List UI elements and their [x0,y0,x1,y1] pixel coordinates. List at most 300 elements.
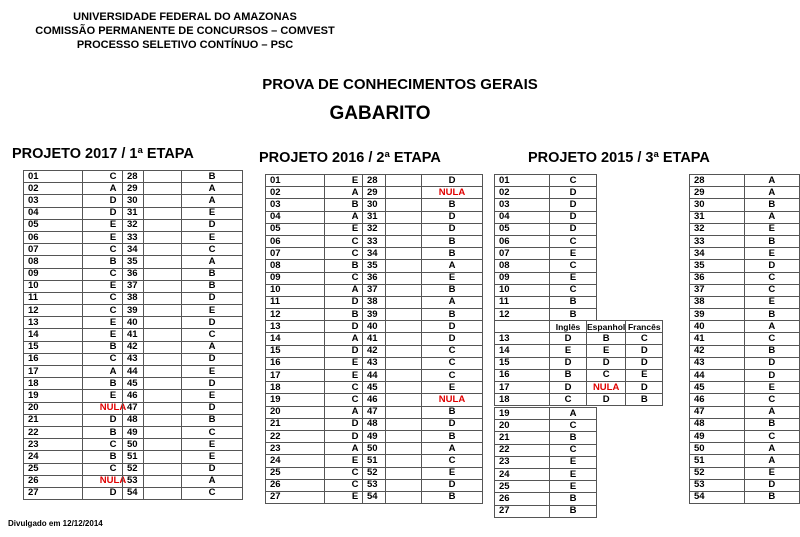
answer-row [690,321,800,333]
question-number: 04 [266,211,325,223]
answer-key: E [182,390,243,402]
answer-key: C [550,260,597,272]
answer-row [363,418,483,430]
question-number: 02 [495,187,550,199]
answer-row [123,366,243,378]
question-number: 13 [24,317,83,329]
question-number: 20 [495,420,550,432]
answer-key: A [182,341,243,353]
language-header-row [495,321,663,333]
question-number: 52 [690,467,745,479]
answer-key: E [550,248,597,260]
answer-key: D [744,260,800,272]
answer-key: D [550,211,597,223]
answer-row [690,260,800,272]
answer-row [495,432,597,444]
answer-row [363,345,483,357]
answer-row [495,199,597,211]
answer-key: C [83,353,144,365]
answer-row [495,481,597,493]
answer-key: A [83,366,144,378]
question-number: 10 [495,284,550,296]
answer-row [690,223,800,235]
answer-key: B [83,426,144,438]
question-number: 09 [24,268,83,280]
question-number: 14 [495,345,550,357]
answer-row [495,408,597,420]
answer-key: B [744,345,800,357]
answer-key: B [744,199,800,211]
answer-key: B [550,505,597,517]
answer-key: A [744,443,800,455]
question-number: 27 [24,487,83,499]
question-number: 38 [123,292,182,304]
answer-key: C [83,292,144,304]
answer-key: D [744,370,800,382]
question-number: 35 [690,260,745,272]
answer-key: E [83,280,144,292]
question-number: 29 [363,187,422,199]
answer-key: B [550,432,597,444]
question-number: 08 [24,256,83,268]
question-number: 51 [123,451,182,463]
answer-key: E [325,491,386,503]
question-number: 14 [266,333,325,345]
answer-row [690,272,800,284]
answer-key: C [550,284,597,296]
question-number: 25 [24,463,83,475]
answer-key: E [587,345,626,357]
answer-key: E [744,248,800,260]
answer-key: D [83,487,144,499]
answer-row [495,235,597,247]
answer-row [495,333,663,345]
answer-key: A [422,296,483,308]
answer-row [363,321,483,333]
answer-row [363,260,483,272]
answer-key: D [626,357,663,369]
answer-row [123,402,243,414]
question-number: 46 [690,394,745,406]
answer-row [495,284,597,296]
answer-row [363,175,483,187]
answer-row [363,443,483,455]
answer-row [123,317,243,329]
answer-row [690,199,800,211]
question-number: 06 [24,231,83,243]
question-number: 51 [363,455,422,467]
answer-row [495,369,663,381]
question-number: 47 [690,406,745,418]
answer-key: C [744,333,800,345]
question-number: 06 [266,235,325,247]
answer-key: B [422,199,483,211]
answer-key: C [182,244,243,256]
answer-row [363,467,483,479]
answer-key: B [83,341,144,353]
answer-row [363,272,483,284]
question-number: 49 [690,430,745,442]
question-number: 39 [363,309,422,321]
answer-key: C [182,487,243,499]
answer-key: C [83,268,144,280]
answer-key: B [325,260,386,272]
answer-key: C [325,467,386,479]
answer-key: E [182,231,243,243]
question-number: 33 [690,235,745,247]
question-number: 17 [266,370,325,382]
header-line-2: COMISSÃO PERMANENTE DE CONCURSOS – COMVEST [35,25,335,37]
answer-key: B [550,369,587,381]
question-number: 02 [24,183,83,195]
answer-key: C [626,333,663,345]
question-number: 37 [690,284,745,296]
question-number: 28 [363,175,422,187]
answer-key: E [744,296,800,308]
answer-row [495,468,597,480]
answer-key: C [325,272,386,284]
answer-key: D [422,321,483,333]
answer-row [123,268,243,280]
answer-key: C [744,272,800,284]
answer-key: E [182,366,243,378]
answer-key: C [744,430,800,442]
question-number: 10 [266,284,325,296]
question-number: 20 [266,406,325,418]
question-number: 05 [24,219,83,231]
answer-key: A [182,195,243,207]
answer-row [123,207,243,219]
answer-key: D [550,199,597,211]
answer-row [123,280,243,292]
answer-row [495,223,597,235]
answer-key: E [182,207,243,219]
question-number: 01 [495,175,550,187]
answer-key: A [744,321,800,333]
answer-key: B [325,309,386,321]
answer-row [123,451,243,463]
question-number: 35 [363,260,422,272]
answer-key: E [83,329,144,341]
answer-key: A [325,284,386,296]
answer-row [495,187,597,199]
answer-key: D [182,353,243,365]
answer-row [495,357,663,369]
question-number: 18 [24,378,83,390]
answer-row [690,333,800,345]
question-number: 30 [690,199,745,211]
answer-key: B [422,430,483,442]
question-number: 36 [363,272,422,284]
question-number: 37 [123,280,182,292]
answer-key: C [182,329,243,341]
question-number: 05 [495,223,550,235]
publication-date: Divulgado em 12/12/2014 [8,519,103,528]
question-number: 03 [24,195,83,207]
answer-key: B [182,280,243,292]
question-number: 43 [123,353,182,365]
question-number: 01 [24,171,83,183]
answer-row [690,175,800,187]
answer-row [495,420,597,432]
answer-key: B [550,493,597,505]
answer-row [495,260,597,272]
answer-key: E [550,272,597,284]
question-number: 22 [495,444,550,456]
question-number: 32 [690,223,745,235]
question-number: 47 [123,402,182,414]
answer-key: C [550,444,597,456]
question-number: 52 [123,463,182,475]
question-number: 24 [495,468,550,480]
answer-row [363,430,483,442]
answer-key: D [325,321,386,333]
answer-row [363,187,483,199]
question-number: 27 [495,505,550,517]
answer-row [363,235,483,247]
answer-row [495,175,597,187]
answer-table-2017-q28-54 [122,170,243,500]
answer-key: A [325,187,386,199]
answer-table-2015-q01-12 [494,174,597,321]
question-number: 31 [363,211,422,223]
question-number: 31 [123,207,182,219]
answer-row [690,248,800,260]
question-number: 15 [495,357,550,369]
question-number: 48 [690,418,745,430]
question-number: 12 [24,305,83,317]
answer-key: C [422,370,483,382]
answer-key: B [744,309,800,321]
answer-key: E [325,455,386,467]
answer-key: D [83,195,144,207]
answer-key: A [550,408,597,420]
question-number: 16 [495,369,550,381]
question-number: 52 [363,467,422,479]
question-number: 06 [495,235,550,247]
question-number: 34 [363,248,422,260]
question-number: 22 [266,430,325,442]
question-number: 28 [690,175,745,187]
answer-row [363,333,483,345]
answer-row [495,444,597,456]
answer-key: B [744,235,800,247]
answer-key: A [744,406,800,418]
answer-row [690,406,800,418]
answer-row [123,171,243,183]
answer-row [690,235,800,247]
answer-table-2015-q19-27 [494,407,597,518]
answer-key: E [83,231,144,243]
answer-key: A [83,183,144,195]
answer-row [123,219,243,231]
answer-key: B [550,309,597,321]
answer-key: D [587,357,626,369]
question-number: 26 [495,493,550,505]
answer-key: D [744,479,800,491]
question-number: 53 [363,479,422,491]
answer-key: NULA [422,187,483,199]
question-number: 48 [363,418,422,430]
answer-key: C [550,394,587,406]
question-number: 09 [266,272,325,284]
question-number: 16 [24,353,83,365]
answer-key: C [422,455,483,467]
answer-key: D [422,333,483,345]
question-number: 44 [690,370,745,382]
project-title-2015: PROJETO 2015 / 3ª ETAPA [528,150,710,166]
answer-key: C [744,284,800,296]
question-number: 29 [123,183,182,195]
answer-key: D [182,378,243,390]
question-number: 54 [123,487,182,499]
answer-key: A [744,455,800,467]
answer-key: E [744,223,800,235]
answer-key: D [744,357,800,369]
answer-key: D [422,418,483,430]
answer-key: D [550,357,587,369]
answer-key: A [422,260,483,272]
answer-row [363,357,483,369]
question-number: 28 [123,171,182,183]
question-number: 15 [24,341,83,353]
answer-key: C [550,420,597,432]
answer-row [690,284,800,296]
answer-row [690,479,800,491]
answer-row [495,381,663,393]
question-number: 17 [495,381,550,393]
answer-key: E [550,481,597,493]
question-number: 40 [123,317,182,329]
answer-key: A [182,183,243,195]
answer-key: A [422,443,483,455]
question-number: 12 [266,309,325,321]
answer-row [363,455,483,467]
answer-key: C [182,426,243,438]
answer-row [123,231,243,243]
answer-key: B [182,171,243,183]
answer-row [123,183,243,195]
question-number: 48 [123,414,182,426]
answer-key: D [550,333,587,345]
answer-row [690,467,800,479]
question-number: 41 [363,333,422,345]
answer-row [363,296,483,308]
question-number: 27 [266,491,325,503]
answer-key: A [182,256,243,268]
question-number: 02 [266,187,325,199]
answer-key: C [83,244,144,256]
answer-key: C [422,345,483,357]
question-number: 13 [495,333,550,345]
answer-key: A [182,475,243,487]
answer-row [690,382,800,394]
question-number: 45 [123,378,182,390]
question-number: 32 [123,219,182,231]
answer-row [363,406,483,418]
answer-row [123,439,243,451]
question-number: 29 [690,187,745,199]
question-number: 43 [690,357,745,369]
question-number: 16 [266,357,325,369]
answer-row [123,195,243,207]
question-number: 10 [24,280,83,292]
question-number: 21 [266,418,325,430]
answer-key: D [422,175,483,187]
answer-row [123,414,243,426]
question-number: 23 [24,439,83,451]
question-number: 44 [123,366,182,378]
answer-key: E [182,451,243,463]
answer-row [123,305,243,317]
answer-row [123,487,243,499]
question-number: 45 [363,382,422,394]
answer-key: D [626,381,663,393]
answer-row [495,296,597,308]
answer-row [123,329,243,341]
answer-row [690,394,800,406]
answer-key: E [83,317,144,329]
answer-row [363,309,483,321]
answer-key: C [325,479,386,491]
question-number: 38 [363,296,422,308]
answer-row [690,357,800,369]
answer-key: E [550,468,597,480]
prova-title: PROVA DE CONHECIMENTOS GERAIS [262,76,538,93]
answer-key: D [83,414,144,426]
answer-key: NULA [422,394,483,406]
answer-row [495,493,597,505]
answer-row [690,455,800,467]
question-number: 12 [495,309,550,321]
question-number: 03 [266,199,325,211]
language-header: Inglês [550,321,587,333]
answer-key: E [744,382,800,394]
answer-key: A [325,443,386,455]
question-number: 19 [24,390,83,402]
answer-key: D [182,317,243,329]
answer-row [495,345,663,357]
question-number: 41 [690,333,745,345]
project-title-2016: PROJETO 2016 / 2ª ETAPA [259,150,441,166]
question-number: 15 [266,345,325,357]
answer-row [363,248,483,260]
answer-key: C [83,439,144,451]
answer-row [495,309,597,321]
question-number: 47 [363,406,422,418]
answer-key: D [422,211,483,223]
answer-row [690,430,800,442]
answer-key: D [325,430,386,442]
answer-row [690,443,800,455]
answer-key: E [325,357,386,369]
answer-row [363,394,483,406]
answer-row [690,296,800,308]
answer-row [495,505,597,517]
header-line-1: UNIVERSIDADE FEDERAL DO AMAZONAS [73,11,297,23]
answer-key: C [550,175,597,187]
answer-key: E [550,456,597,468]
question-number: 36 [123,268,182,280]
answer-key: E [422,467,483,479]
answer-key: A [325,333,386,345]
question-number: 21 [24,414,83,426]
question-number: 37 [363,284,422,296]
question-number: 33 [123,231,182,243]
question-number: 05 [266,223,325,235]
answer-row [123,341,243,353]
answer-key: D [626,345,663,357]
